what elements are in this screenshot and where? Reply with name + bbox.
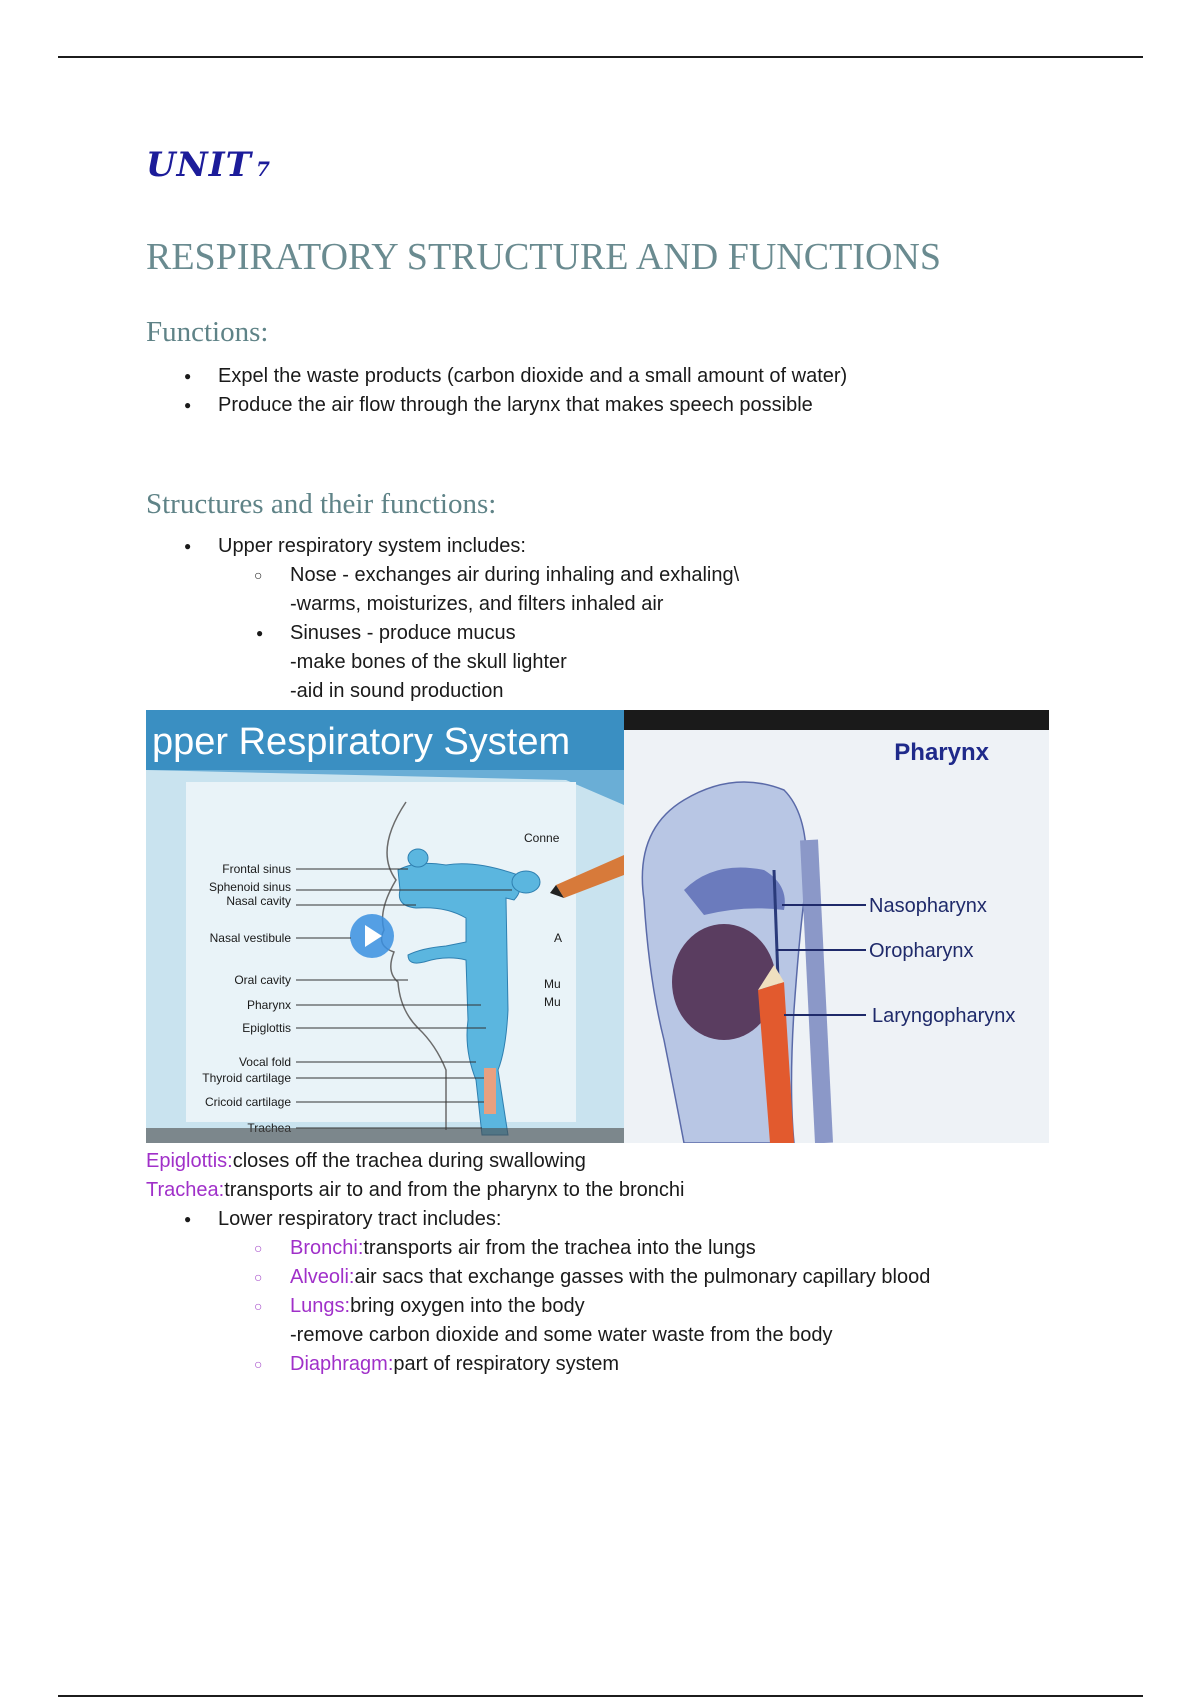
upper-respiratory-diagram (146, 710, 624, 1143)
label-nasal-cavity: Nasal cavity (226, 894, 291, 908)
trachea-line (146, 1176, 1066, 1205)
diaphragm-desc: part of respiratory system (393, 1353, 620, 1375)
page-title: RESPIRATORY STRUCTURE AND FUNCTIONS (146, 236, 941, 278)
video-progress-bar[interactable] (146, 1128, 624, 1143)
sphenoid-sinus-shape (512, 871, 540, 893)
functions-heading: Functions: (146, 316, 269, 348)
bronchi-desc: transports air from the trachea into the lungs (363, 1237, 756, 1259)
unit-heading (146, 140, 1066, 190)
after-figure-text (146, 1147, 1066, 1379)
list-item: ● Expel the waste products (carbon dioxide and a small amount of water) (146, 362, 1066, 391)
lungs-item (146, 1292, 1066, 1321)
nose-item: ○ Nose - exchanges air during inhaling and exhaling\ (146, 561, 1066, 590)
alveoli-desc: air sacs that exchange gasses with the pulmonary capillary blood (354, 1266, 931, 1288)
label-cricoid-cartilage: Cricoid cartilage (204, 1095, 291, 1109)
anatomy-figure (146, 710, 1049, 1143)
lower-label: ● Lower respiratory tract includes: (146, 1205, 1066, 1234)
lungs-desc: bring oxygen into the body (350, 1295, 585, 1317)
list-item: ● Produce the air flow through the larynx that makes speech possible (146, 391, 1066, 420)
pharynx-title: Pharynx (894, 739, 989, 766)
bronchi-item (146, 1234, 1066, 1263)
pharynx-top-bar (624, 710, 1049, 730)
frontal-sinus-shape (408, 849, 428, 867)
nose-continuation: -warms, moisturizes, and filters inhaled air (290, 593, 664, 615)
diaphragm-term: Diaphragm: (290, 1353, 394, 1375)
trachea-term: Trachea: (146, 1179, 225, 1201)
banner-title: pper Respiratory System (152, 721, 571, 763)
alveoli-term: Alveoli: (290, 1266, 355, 1288)
upper-label: ● Upper respiratory system includes: (146, 532, 1066, 561)
label-oral-cavity: Oral cavity (234, 973, 291, 987)
epiglottis-term: Epiglottis: (146, 1150, 233, 1172)
sinuses-item: ● Sinuses - produce mucus (146, 619, 1066, 648)
lungs-term: Lungs: (290, 1295, 351, 1317)
sinuses-continuation-1: -make bones of the skull lighter (290, 651, 567, 673)
unit-word: UNIT (146, 145, 252, 185)
label-conne: Conne (524, 831, 560, 845)
tongue-shape (672, 924, 776, 1040)
thyroid-cartilage-shape (484, 1068, 496, 1114)
label-frontal-sinus: Frontal sinus (222, 862, 291, 876)
structures-heading: Structures and their functions: (146, 488, 497, 520)
bottom-rule (58, 1695, 1143, 1697)
trachea-desc: transports air to and from the pharynx to the bronchi (224, 1179, 685, 1201)
document-body (146, 140, 1066, 1379)
label-laryngopharynx: Laryngopharynx (872, 1005, 1016, 1027)
lungs-continuation: -remove carbon dioxide and some water waste from the body (290, 1324, 833, 1346)
top-rule (58, 56, 1143, 58)
diaphragm-item (146, 1350, 1066, 1379)
label-thyroid-cartilage: Thyroid cartilage (202, 1071, 291, 1085)
alveoli-item (146, 1263, 1066, 1292)
upper-list (146, 532, 1066, 706)
label-nasopharynx: Nasopharynx (869, 895, 987, 917)
pharynx-diagram (624, 710, 1049, 1143)
label-sphenoid-sinus: Sphenoid sinus (208, 880, 291, 894)
label-nasal-vestibule: Nasal vestibule (209, 931, 291, 945)
unit-number: 7 (255, 157, 271, 181)
label-epiglottis: Epiglottis (242, 1021, 291, 1035)
epiglottis-desc: closes off the trachea during swallowing (232, 1150, 586, 1172)
label-mu-1: Mu (544, 977, 561, 991)
label-mu-2: Mu (544, 995, 561, 1009)
functions-list (146, 362, 1066, 420)
label-oropharynx: Oropharynx (869, 940, 974, 962)
lower-list (146, 1205, 1066, 1379)
sinuses-continuation-2: -aid in sound production (290, 680, 504, 702)
label-vocal-fold: Vocal fold (238, 1055, 291, 1069)
label-pharynx: Pharynx (246, 998, 291, 1012)
label-a: A (554, 931, 563, 945)
epiglottis-line (146, 1147, 1066, 1176)
bronchi-term: Bronchi: (290, 1237, 364, 1259)
